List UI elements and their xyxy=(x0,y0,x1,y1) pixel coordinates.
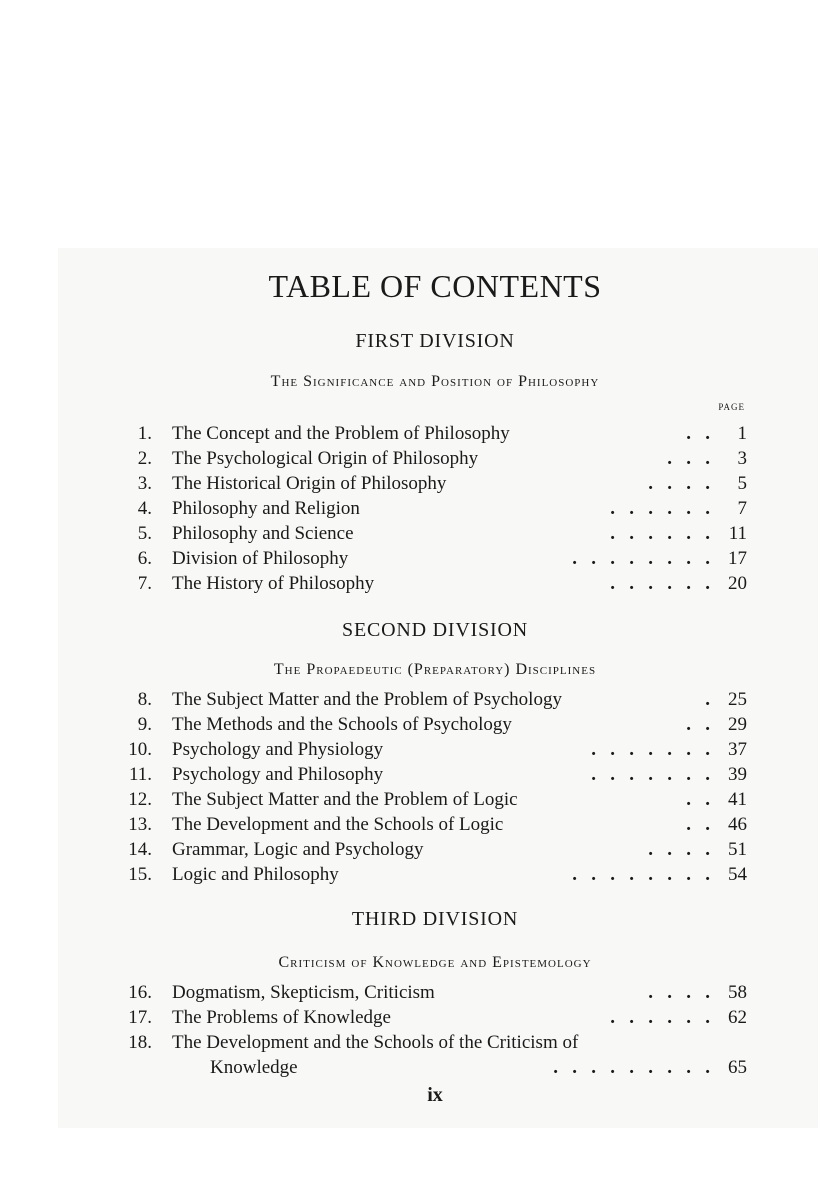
toc-entry xyxy=(0,787,840,812)
toc-entry-title: Psychology and Physiology xyxy=(172,739,384,760)
toc-entry xyxy=(0,571,840,596)
toc-entry xyxy=(0,837,840,862)
toc-entry-leader-dots: . . . . . . . . xyxy=(572,548,710,569)
toc-entry-leader-dots: . . xyxy=(686,423,710,444)
toc-entry-leader-dots: . . xyxy=(686,814,710,835)
toc-entry-number: 12. xyxy=(128,789,152,810)
toc-entry-leader-dots: . . . . . . . . xyxy=(572,864,710,885)
toc-entry-title: Philosophy and Religion xyxy=(172,498,360,519)
division-1-subtitle: The Significance and Position of Philosophy xyxy=(270,373,600,390)
division-3-subtitle: Criticism of Knowledge and Epistemology xyxy=(278,954,592,971)
toc-entry-page: 20 xyxy=(728,573,747,594)
toc-entry xyxy=(0,521,840,546)
division-2-heading: SECOND DIVISION xyxy=(342,619,528,641)
toc-entry-number: 16. xyxy=(128,982,152,1003)
division-3-heading: THIRD DIVISION xyxy=(351,908,519,930)
toc-entry-leader-dots: . . . xyxy=(667,448,710,469)
toc-entry-title: Division of Philosophy xyxy=(172,548,349,569)
toc-entry-number: 17. xyxy=(128,1007,152,1028)
toc-entry-title: Knowledge xyxy=(210,1057,298,1078)
toc-entry xyxy=(0,712,840,737)
toc-entry xyxy=(0,737,840,762)
toc-entry xyxy=(0,980,840,1005)
toc-entry-title: The Historical Origin of Philosophy xyxy=(172,473,447,494)
toc-entry-page: 11 xyxy=(728,523,747,544)
toc-entry-leader-dots: . . . . . . xyxy=(610,498,710,519)
toc-entry-leader-dots: . . . . xyxy=(648,473,710,494)
toc-entry-leader-dots: . . . . . . . xyxy=(591,739,710,760)
toc-entry-page: 7 xyxy=(737,498,747,519)
toc-entry-title: The Development and the Schools of Logic xyxy=(172,814,504,835)
toc-entry-number: 8. xyxy=(137,689,152,710)
toc-entry-page: 54 xyxy=(728,864,747,885)
toc-entry xyxy=(0,862,840,887)
toc-entry-title: Philosophy and Science xyxy=(172,523,354,544)
toc-entry-leader-dots: . . . . . . . . . xyxy=(553,1057,710,1078)
toc-entry-title: The Concept and the Problem of Philosophy xyxy=(172,423,510,444)
toc-entry-leader-dots: . . . . xyxy=(648,839,710,860)
toc-entry-title: Grammar, Logic and Psychology xyxy=(172,839,424,860)
toc-entry-title: The History of Philosophy xyxy=(172,573,375,594)
toc-entry-title: The Subject Matter and the Problem of Logic xyxy=(172,789,518,810)
toc-entry-title: The Subject Matter and the Problem of Psychology xyxy=(172,689,562,710)
toc-entry-page: 17 xyxy=(728,548,747,569)
toc-entry xyxy=(0,546,840,571)
toc-entry-title: Logic and Philosophy xyxy=(172,864,339,885)
toc-entry xyxy=(0,1055,840,1080)
toc-entry-page: 51 xyxy=(728,839,747,860)
toc-entry-page: 1 xyxy=(737,423,747,444)
toc-entry-page: 3 xyxy=(737,448,747,469)
toc-entry-leader-dots: . . . . . . xyxy=(610,1007,710,1028)
toc-entry-number: 2. xyxy=(137,448,152,469)
toc-entry-number: 9. xyxy=(137,714,152,735)
toc-entry-title: Psychology and Philosophy xyxy=(172,764,384,785)
toc-entry xyxy=(0,471,840,496)
toc-entry xyxy=(0,812,840,837)
toc-entry-page: 58 xyxy=(728,982,747,1003)
page-column-label: PAGE xyxy=(718,402,745,412)
toc-entry-title: The Psychological Origin of Philosophy xyxy=(172,448,479,469)
toc-entry-title: The Problems of Knowledge xyxy=(172,1007,391,1028)
toc-entry-page: 25 xyxy=(728,689,747,710)
toc-entry-number: 18. xyxy=(128,1032,152,1053)
toc-entry-page: 39 xyxy=(728,764,747,785)
toc-entry-title: The Methods and the Schools of Psychology xyxy=(172,714,512,735)
toc-entry-leader-dots: . . xyxy=(686,789,710,810)
toc-entry-number: 1. xyxy=(137,423,152,444)
toc-entry-page: 29 xyxy=(728,714,747,735)
page-title: TABLE OF CONTENTS xyxy=(268,268,602,304)
division-2-subtitle: The Propaedeutic (Preparatory) Disciplines xyxy=(273,661,597,678)
toc-entry xyxy=(0,446,840,471)
toc-entry-number: 15. xyxy=(128,864,152,885)
toc-entry-number: 11. xyxy=(128,764,152,785)
toc-entry-leader-dots: . . . . . . . xyxy=(591,764,710,785)
toc-entry-number: 10. xyxy=(128,739,152,760)
toc-entry-leader-dots: . . . . . . xyxy=(610,523,710,544)
toc-entry-title: The Development and the Schools of the Criticism of xyxy=(172,1032,579,1053)
toc-entry-number: 6. xyxy=(137,548,152,569)
toc-entry xyxy=(0,421,840,446)
toc-entry-page: 62 xyxy=(728,1007,747,1028)
toc-entry-number: 4. xyxy=(137,498,152,519)
toc-entry-leader-dots: . . xyxy=(686,714,710,735)
toc-entry-title: Dogmatism, Skepticism, Criticism xyxy=(172,982,435,1003)
toc-entry-number: 14. xyxy=(128,839,152,860)
toc-entry-leader-dots: . . . . xyxy=(648,982,710,1003)
toc-entry-leader-dots: . xyxy=(705,689,710,710)
toc-entry xyxy=(0,1030,840,1055)
toc-entry-number: 3. xyxy=(137,473,152,494)
division-1-heading: FIRST DIVISION xyxy=(355,330,515,352)
toc-entry xyxy=(0,687,840,712)
toc-entry xyxy=(0,762,840,787)
toc-entry xyxy=(0,496,840,521)
toc-entry-page: 41 xyxy=(728,789,747,810)
toc-entry-page: 37 xyxy=(728,739,747,760)
toc-entry-page: 5 xyxy=(737,473,747,494)
toc-entry-page: 46 xyxy=(728,814,747,835)
toc-entry-leader-dots: . . . . . . xyxy=(610,573,710,594)
toc-entry-page: 65 xyxy=(728,1057,747,1078)
page-number-folio: ix xyxy=(427,1084,443,1106)
toc-entry-number: 7. xyxy=(137,573,152,594)
toc-entry xyxy=(0,1005,840,1030)
toc-entry-number: 5. xyxy=(137,523,152,544)
toc-entry-number: 13. xyxy=(128,814,152,835)
